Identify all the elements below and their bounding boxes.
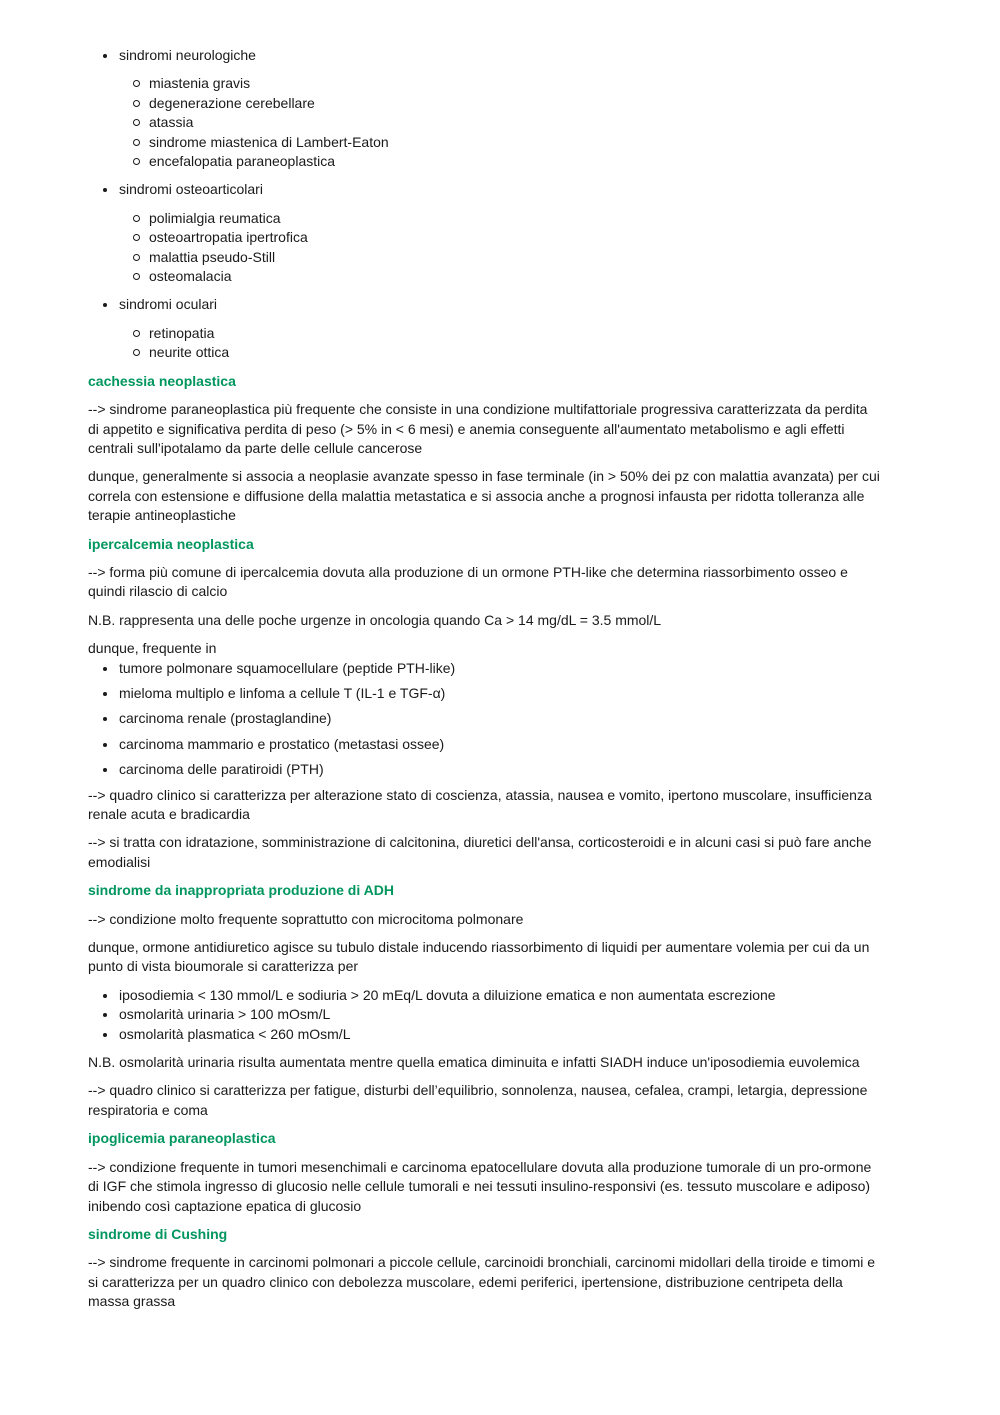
list-item: carcinoma mammario e prostatico (metastasi ossee) — [88, 735, 880, 754]
list-item: carcinoma renale (prostaglandine) — [88, 709, 880, 728]
sublist-neuro — [119, 74, 880, 171]
list-heading-osteo: sindromi osteoarticolari — [119, 181, 263, 198]
list-item: osmolarità urinaria > 100 mOsm/L — [88, 1005, 880, 1024]
paragraph: --> forma più comune di ipercalcemia dovuta alla produzione di un ormone PTH-like che determina riassorbimento osseo e quindi rilascio di calcio — [88, 563, 848, 600]
paragraph: dunque, ormone antidiuretico agisce su tubulo distale inducendo riassorbimento di liquidi per aumentare volemia per cui da un punto di vista bioumorale si caratterizza per — [88, 939, 870, 975]
list-heading-ocular: sindromi oculari — [119, 296, 218, 313]
list-item: miastenia gravis — [119, 74, 880, 93]
list-item: polimialgia reumatica — [119, 209, 880, 228]
list-item: osteoartropatia ipertrofica — [119, 228, 880, 247]
paragraph: N.B. osmolarità urinaria risulta aumentata mentre quella ematica diminuita e infatti SIADH induce un'iposodiemia euvolemica — [88, 1054, 860, 1071]
paragraph: --> condizione frequente in tumori mesenchimali e carcinoma epatocellulare dovuta alla produzione tumorale di un pro-ormone di IGF che stimola ingresso di glucosio nelle cellule tumorali e nei tessuti insulino-responsivi (es. tessuto muscolare e adiposo) inibendo così captazione epatica di glucosio — [88, 1158, 872, 1214]
paragraph: --> si tratta con idratazione, somministrazione di calcitonina, diuretici dell'ansa, corticosteroidi e in alcuni casi si può fare anche emodialisi — [88, 834, 872, 870]
section-title-cachexia: cachessia neoplastica — [88, 372, 236, 389]
list-item: sindrome miastenica di Lambert-Eaton — [119, 133, 880, 152]
sublist-ocular — [119, 324, 880, 363]
list-item — [88, 46, 880, 171]
list-item: degenerazione cerebellare — [119, 94, 880, 113]
list-item: mieloma multiplo e linfoma a cellule T (IL-1 e TGF-α) — [88, 684, 880, 703]
list-item: atassia — [119, 113, 880, 132]
paragraph: dunque, frequente in — [88, 640, 217, 657]
paragraph: --> quadro clinico si caratterizza per alterazione stato di coscienza, atassia, nausea e vomito, ipertono muscolare, insufficienza renale acuta e bradicardia — [88, 786, 872, 822]
paragraph: --> sindrome frequente in carcinomi polmonari a piccole cellule, carcinoidi bronchiali, carcinomi midollari della tiroide e timomi e si caratterizza per un quadro clinico con debolezza muscolare, edemi periferici, ipertensione, distribuzione centripeta della massa grassa — [88, 1254, 876, 1310]
section-title-siadh: sindrome da inappropriata produzione di ADH — [88, 882, 394, 899]
list-heading-neuro: sindromi neurologiche — [119, 47, 256, 63]
hypercalcemia-list — [88, 659, 880, 780]
list-item — [88, 295, 880, 362]
paragraph: --> quadro clinico si caratterizza per fatigue, disturbi dell’equilibrio, sonnolenza, nausea, cefalea, crampi, letargia, depressione respiratoria e coma — [88, 1082, 868, 1118]
paragraph: --> sindrome paraneoplastica più frequente che consiste in una condizione multifattoriale progressiva caratterizzata da perdita di appetito e significativa perdita di peso (> 5% in < 6 mesi) e anemia conseguente all'aumentato metabolismo e agli effetti centrali sull'ipotalamo da parte delle cellule cancerose — [88, 401, 868, 456]
paragraph: N.B. rappresenta una delle poche urgenze in oncologia quando Ca > 14 mg/dL = 3.5 mmol/L — [88, 611, 662, 628]
list-item: osmolarità plasmatica < 260 mOsm/L — [88, 1025, 880, 1044]
paragraph: --> condizione molto frequente soprattutto con microcitoma polmonare — [88, 910, 524, 927]
list-item: iposodiemia < 130 mmol/L e sodiuria > 20 mEq/L dovuta a diluizione ematica e non aumentata escrezione — [88, 986, 880, 1005]
paragraph: dunque, generalmente si associa a neoplasie avanzate spesso in fase terminale (in > 50% dei pz con malattia avanzata) per cui correla con estensione e diffusione della malattia metastatica e si associa anche a prognosi infausta per ridotta tolleranza alle terapie antineoplastiche — [88, 468, 880, 524]
section-title-cushing: sindrome di Cushing — [88, 1225, 228, 1242]
section-title-hypercalcemia: ipercalcemia neoplastica — [88, 535, 254, 552]
list-item: encefalopatia paraneoplastica — [119, 152, 880, 171]
siadh-list — [88, 986, 880, 1044]
list-item: carcinoma delle paratiroidi (PTH) — [88, 760, 880, 779]
sublist-osteo — [119, 209, 880, 287]
list-item: retinopatia — [119, 324, 880, 343]
section-title-hypoglycemia: ipoglicemia paraneoplastica — [88, 1130, 276, 1147]
list-item — [88, 180, 880, 286]
list-item: malattia pseudo-Still — [119, 248, 880, 267]
list-item: osteomalacia — [119, 267, 880, 286]
list-item: tumore polmonare squamocellulare (peptide PTH-like) — [88, 659, 880, 678]
list-item: neurite ottica — [119, 343, 880, 362]
syndrome-list — [88, 46, 880, 363]
